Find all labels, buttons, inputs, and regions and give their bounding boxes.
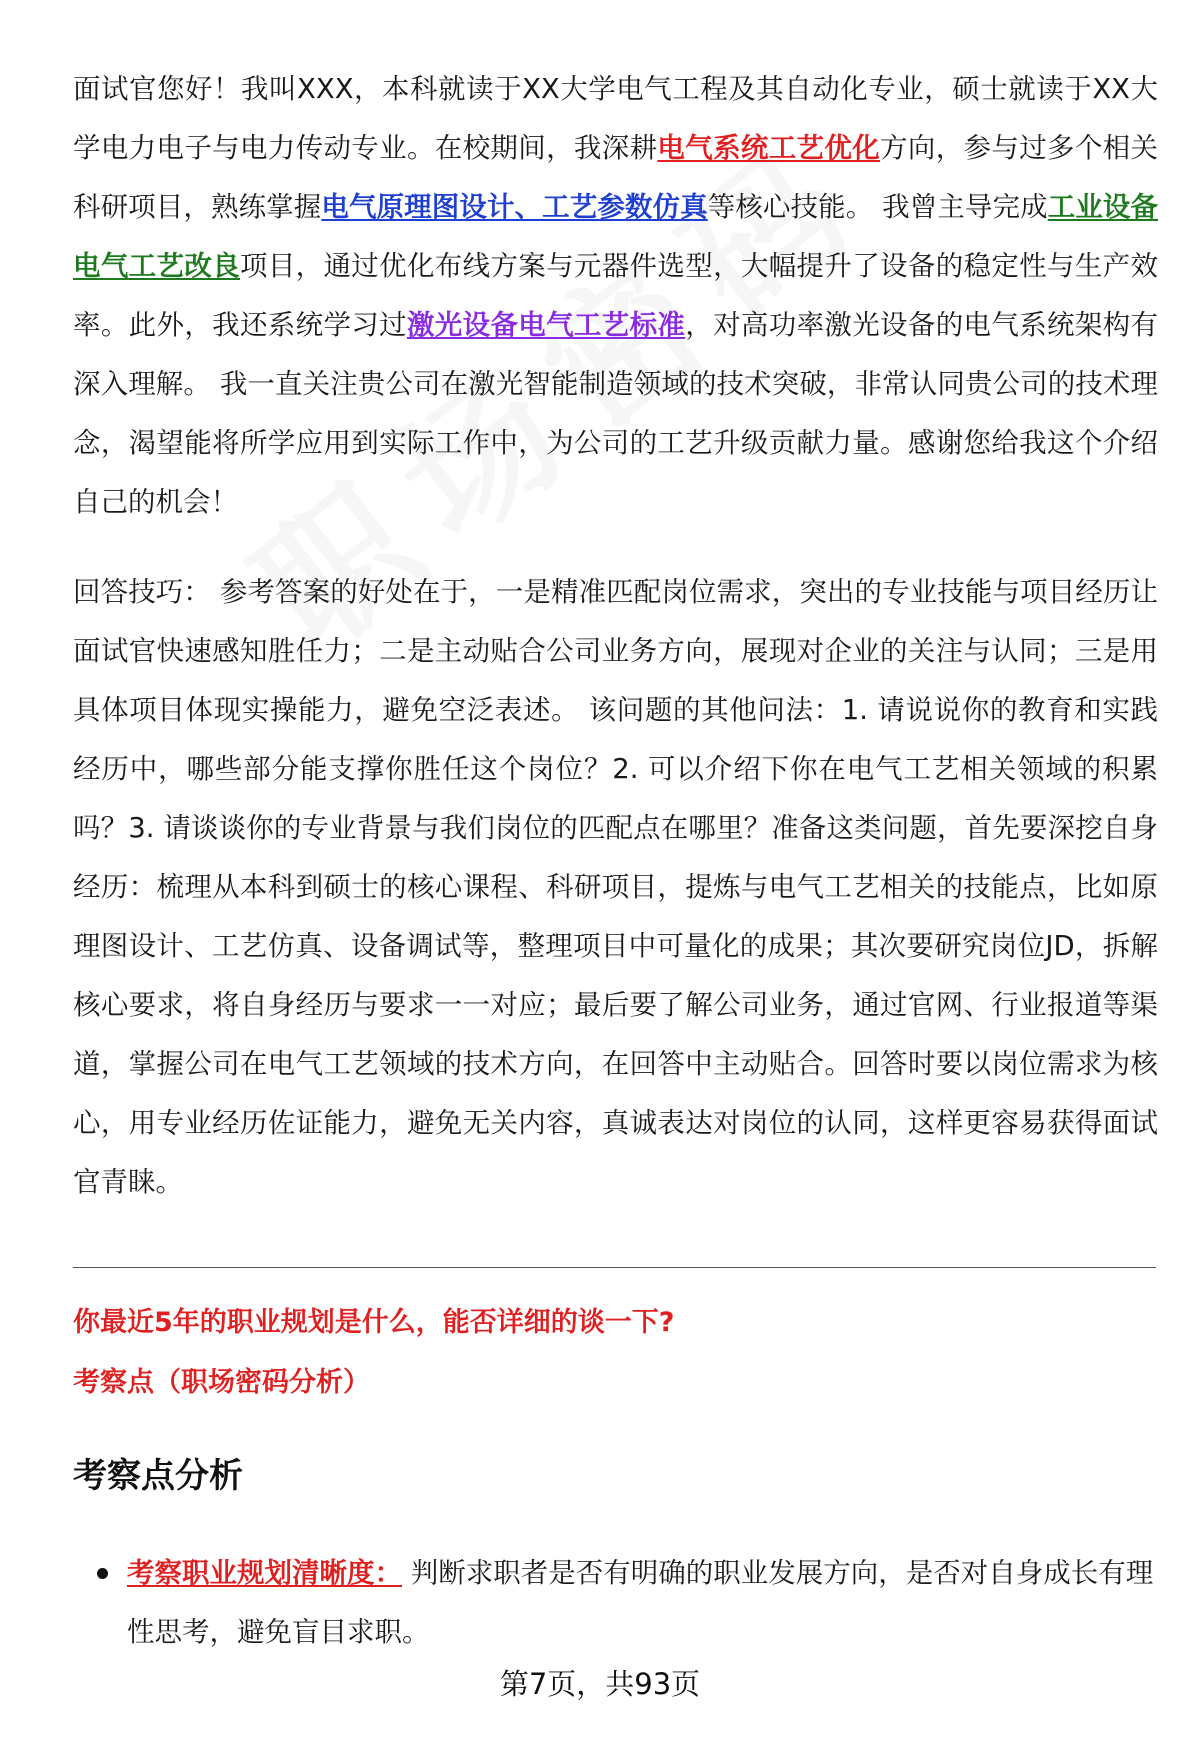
intro-text-1: 面试官您好！我叫XXX，本科就读于XX大学电气工程及其自动化专业，硕士就读于XX大学电力电子与电力传动专业。在校期间，我深耕 bbox=[73, 73, 1158, 164]
question-subtitle: 考察点（职场密码分析） bbox=[73, 1367, 370, 1398]
intro-text-2: 方向，参与过多个相关科研项目，熟练掌握 bbox=[73, 132, 1159, 223]
section-divider bbox=[73, 1267, 1156, 1268]
answer-tips-paragraph: 回答技巧： 参考答案的好处在于，一是精准匹配岗位需求，突出的专业技能与项目经历让面试官快速感知胜任力；二是主动贴合公司业务方向，展现对企业的关注与认同；三是用具体项目体现实操能力，避免空泛表述。 该问题的其他问法：1. 请说说你的教育和实践经历中，哪些部分能支撑你胜任这个岗位？2. 可以介绍下你在电气工艺相关领域的积累吗？3. 请谈谈你的专业背景与我们岗位的匹配点在哪里？准备这类问题，首先要深挖自身经历：梳理从本科到硕士的核心课程、科研项目，提炼与电气工艺相关的技能点，比如原理图设计、工艺仿真、设备调试等，整理项目中可量化的成果；其次要研究岗位JD，拆解核心要求，将自身经历与要求一一对应；最后要了解公司业务，通过官网、行业报道等渠道，掌握公司在电气工艺领域的技术方向，在回答中主动贴合。回答时要以岗位需求为核心，用专业经历佐证能力，避免无关内容，真诚表达对岗位的认同，这样更容易获得面试官青睐。 bbox=[73, 576, 1158, 1198]
intro-text-5: ，对高功率激光设备的电气系统架构有深入理解。 我一直关注贵公司在激光智能制造领域的技术突破，非常认同贵公司的技术理念，渴望能将所学应用到实际工作中，为公司的工艺升级贡献力量。感谢您给我这个介绍自己的机会！ bbox=[73, 309, 1159, 518]
page-number: 第7页，共93页 bbox=[499, 1667, 701, 1701]
highlight-process-optimization: 电气系统工艺优化 bbox=[657, 132, 881, 164]
bullet-label: 考察职业规划清晰度： bbox=[127, 1557, 402, 1589]
highlight-laser-standard: 激光设备电气工艺标准 bbox=[406, 309, 686, 341]
highlight-core-skills: 电气原理图设计、工艺参数仿真 bbox=[321, 191, 708, 223]
question-title: 你最近5年的职业规划是什么，能否详细的谈一下? bbox=[73, 1307, 675, 1338]
bullet-icon bbox=[97, 1568, 108, 1579]
intro-paragraph bbox=[73, 60, 1158, 532]
bullet-text: 判断求职者是否有明确的职业发展方向，是否对自身成长有理性思考，避免盲目求职。 bbox=[127, 1557, 1154, 1648]
section-heading: 考察点分析 bbox=[73, 1456, 243, 1496]
intro-text-4: 项目，通过优化布线方案与元器件选型，大幅提升了设备的稳定性与生产效率。此外，我还系统学习过 bbox=[73, 250, 1159, 341]
bullet-item bbox=[127, 1544, 1158, 1662]
intro-text-3: 等核心技能。 我曾主导完成 bbox=[707, 191, 1048, 223]
highlight-project: 工业设备电气工艺改良 bbox=[73, 191, 1159, 282]
